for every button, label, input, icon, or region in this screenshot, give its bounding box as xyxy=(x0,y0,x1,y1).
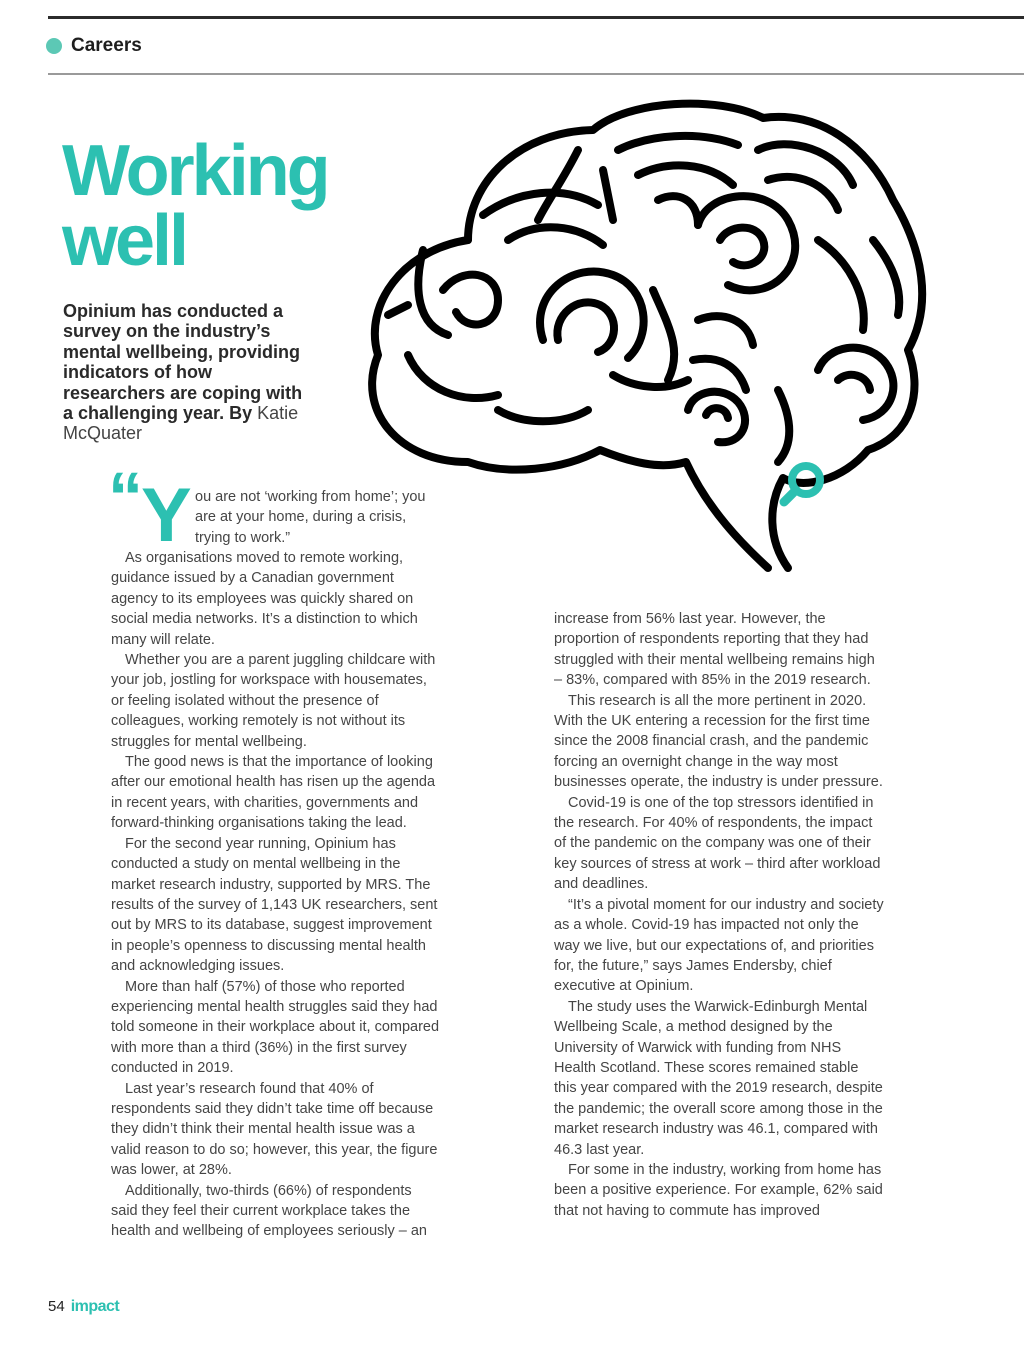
paragraph: “It’s a pivotal moment for our industry and society as a whole. Covid-19 has impacted not only the way we live, but our expectations of, and priorities for, the future,” says James Endersby, chief executive at Opinium. xyxy=(554,896,884,995)
body-column-2 xyxy=(554,609,884,1221)
drop-cap: Y xyxy=(141,473,192,558)
standfirst-text: Opinium has conducted a survey on the industry’s mental wellbeing, providing indicators of how researchers are coping with a challenging year. By xyxy=(63,301,303,424)
top-rule xyxy=(48,16,1024,19)
page-footer xyxy=(48,1298,119,1316)
body-column-1 xyxy=(111,548,441,1242)
paragraph: The good news is that the importance of looking after our emotional health has risen up the agenda in recent years, with charities, governments and forward-thinking organisations taking the lead. xyxy=(111,754,436,832)
title-line-1: Working xyxy=(62,131,328,211)
paragraph: Whether you are a parent juggling childcare with your job, jostling for workspace with housemates, or feeling isolated without the presence of colleagues, working remotely is not without its struggles for mental wellbeing. xyxy=(111,652,436,750)
paragraph: Covid-19 is one of the top stressors identified in the research. For 40% of respondents, the impact of the pandemic on the company was one of their key sources of stress at work – third after workload and deadlines. xyxy=(554,794,881,893)
paragraph: As organisations moved to remote working, guidance issued by a Canadian government agency to its employees was quickly shared on social media networks. It’s a distinction to which many will relate. xyxy=(111,550,418,648)
section-rule xyxy=(48,73,1024,75)
author-name: Katie McQuater xyxy=(63,403,299,444)
lead-quote: ou are not ‘working from home’; you are at your home, during a crisis, trying to work.” xyxy=(195,489,426,546)
section-header xyxy=(46,35,142,57)
section-label: Careers xyxy=(71,35,142,56)
pull-quote-mark: “ xyxy=(108,458,143,536)
paragraph: Last year’s research found that 40% of respondents said they didn’t take time off because they didn’t think their mental health issue was a valid reason to do so; however, this year, the figure was lower, at 28%. xyxy=(111,1080,438,1179)
paragraph: Additionally, two-thirds (66%) of respondents said they feel their current workplace takes the health and wellbeing of employees seriously – an xyxy=(111,1182,427,1240)
magazine-logo: impact xyxy=(70,1298,120,1315)
paragraph: The study uses the Warwick-Edinburgh Mental Wellbeing Scale, a method designed by the University of Warwick with funding from NHS Health Scotland. These scores remained stable this year compared with the 2019 research, despite the pandemic; the overall score among those in the market research industry was 46.1, compared with 46.3 last year. xyxy=(554,998,883,1158)
paragraph: This research is all the more pertinent in 2020. With the UK entering a recession for the first time since the 2008 financial crash, and the pandemic forcing an overnight change in the way most businesses operate, the industry is under pressure. xyxy=(554,692,883,791)
section-dot-icon xyxy=(46,38,62,54)
paragraph: More than half (57%) of those who reported experiencing mental health struggles said they had told someone in their workplace about it, compared with more than a third (36%) in the first survey conducted in 2019. xyxy=(111,978,440,1077)
article-title xyxy=(62,131,328,281)
paragraph: For some in the industry, working from home has been a positive experience. For example, 62% said that not having to commute has improved xyxy=(554,1161,883,1219)
page-number: 54 xyxy=(48,1298,65,1315)
paragraph: For the second year running, Opinium has conducted a study on mental wellbeing in the market research industry, supported by MRS. The results of the survey of 1,143 UK researchers, sent out by MRS to its database, suggest improvement in people’s openness to discussing mental health and acknowledging issues. xyxy=(111,835,438,975)
standfirst xyxy=(63,301,313,444)
paragraph: increase from 56% last year. However, the proportion of respondents reporting that they had struggled with their mental wellbeing remains high – 83%, compared with 85% in the 2019 research. xyxy=(554,611,875,689)
title-line-2: well xyxy=(62,201,187,281)
